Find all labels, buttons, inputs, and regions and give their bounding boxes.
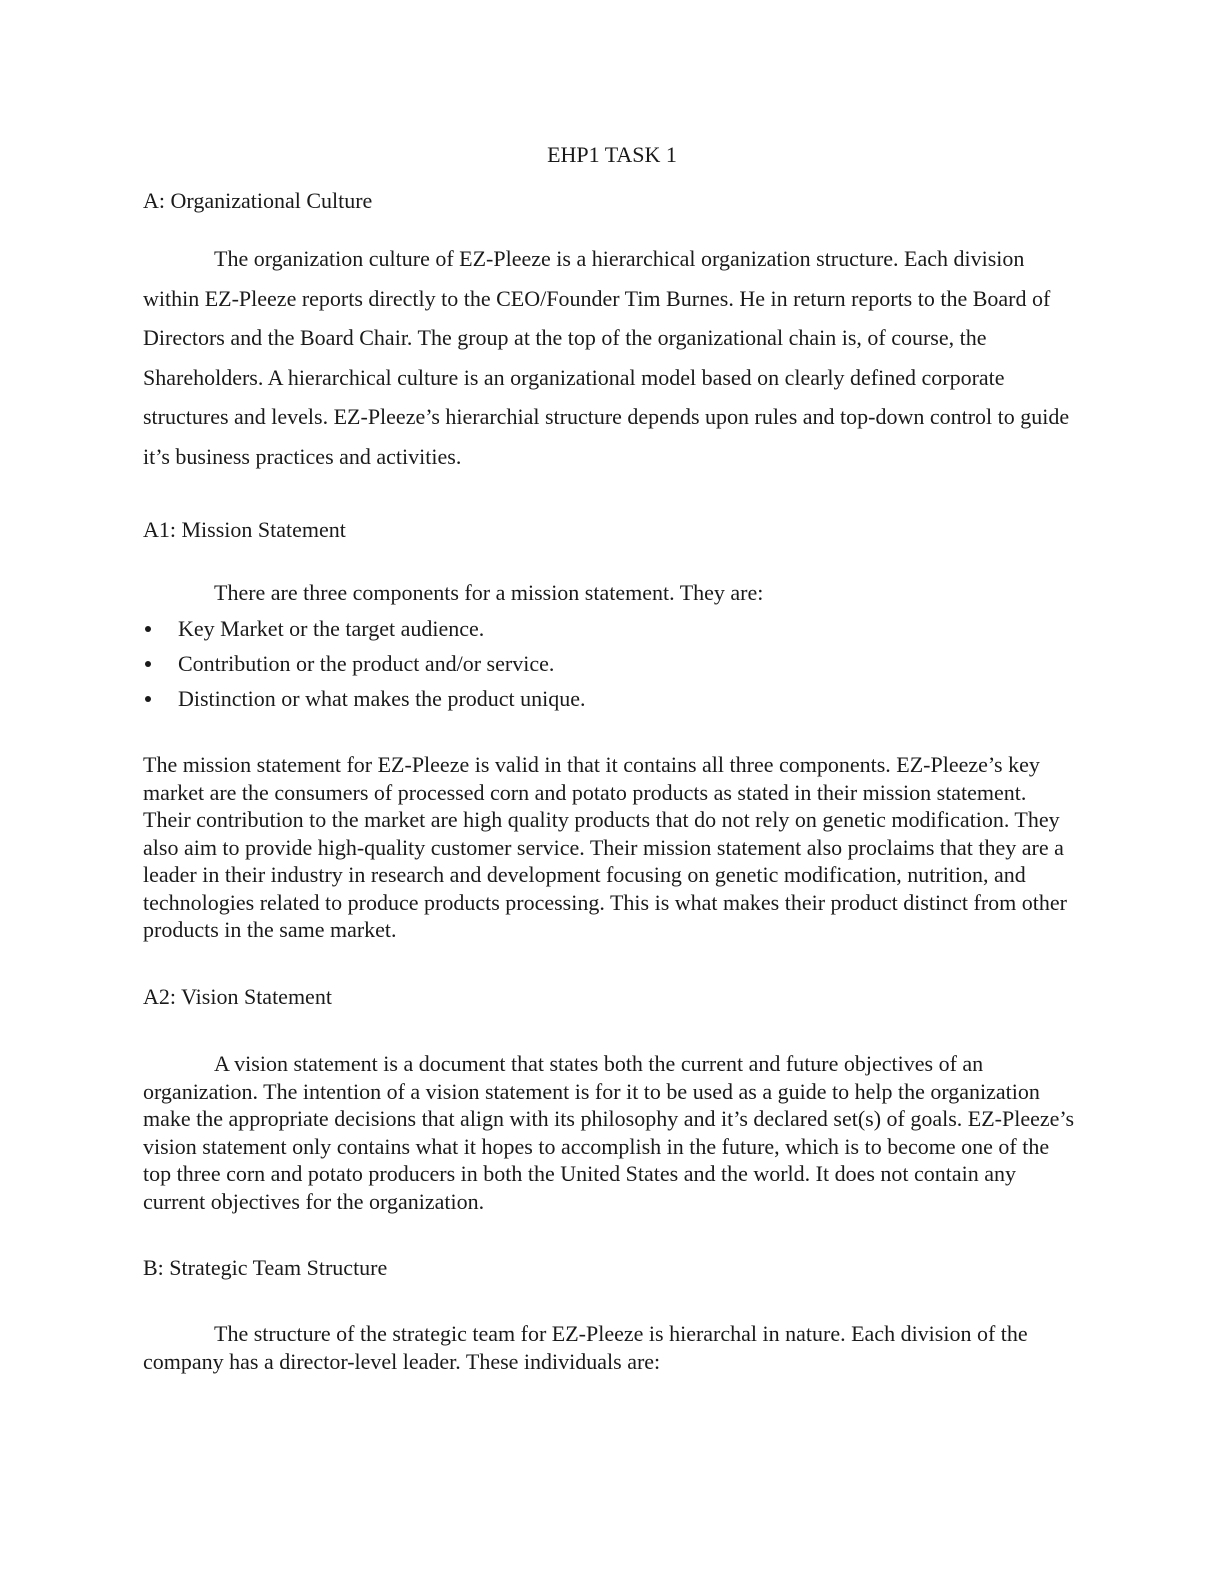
bullet-icon <box>145 696 151 702</box>
section-a1-paragraph: The mission statement for EZ-Pleeze is valid in that it contains all three components. EZ-Pleeze’s key market are the consumers of processed corn and potato products as stated in their mission statement. Their contribution to the market are high quality products that do not rely on genetic modification. They also aim to provide high-quality customer service. Their mission statement also proclaims that they are a leader in their industry in research and development focusing on genetic modification, nutrition, and technologies related to produce products processing. This is what makes their product distinct from other products in the same market. <box>143 752 1067 942</box>
list-item <box>143 646 1078 681</box>
mission-components-list <box>143 611 1078 716</box>
bullet-icon <box>145 661 151 667</box>
section-a2-paragraph: A vision statement is a document that states both the current and future objectives of an organization. The intention of a vision statement is for it to be used as a guide to help the organization make the appropriate decisions that align with its philosophy and it’s declared set(s) of goals. EZ-Pleeze’s vision statement only contains what it hopes to accomplish in the future, which is to become one of the top three corn and potato producers in both the United States and the world. It does not contain any current objectives for the organization. <box>143 1051 1075 1214</box>
bullet-icon <box>145 626 151 632</box>
section-b-paragraph: The structure of the strategic team for EZ-Pleeze is hierarchal in nature. Each division of the company has a director-level leader. These individuals are: <box>143 1321 1028 1374</box>
section-b-heading: B: Strategic Team Structure <box>143 1255 388 1280</box>
section-a2-heading: A2: Vision Statement <box>143 984 332 1009</box>
list-item-text: Distinction or what makes the product unique. <box>178 686 586 711</box>
list-item <box>143 611 1078 646</box>
list-item-text: Contribution or the product and/or service. <box>178 651 555 676</box>
document-title: EHP1 TASK 1 <box>547 142 677 167</box>
section-a1-heading: A1: Mission Statement <box>143 517 346 542</box>
section-a-heading: A: Organizational Culture <box>143 188 373 213</box>
list-item <box>143 681 1078 716</box>
section-a-paragraph: The organization culture of EZ-Pleeze is a hierarchical organization structure. Each division within EZ-Pleeze reports directly to the CEO/Founder Tim Burnes. He in return reports to the Board of Directors and the Board Chair. The group at the top of the organizational chain is, of course, the Shareholders. A hierarchical culture is an organizational model based on clearly defined corporate structures and levels. EZ-Pleeze’s hierarchial structure depends upon rules and top-down control to guide it’s business practices and activities. <box>143 246 1070 469</box>
list-item-text: Key Market or the target audience. <box>178 616 485 641</box>
section-a1-intro: There are three components for a mission statement. They are: <box>214 580 764 605</box>
